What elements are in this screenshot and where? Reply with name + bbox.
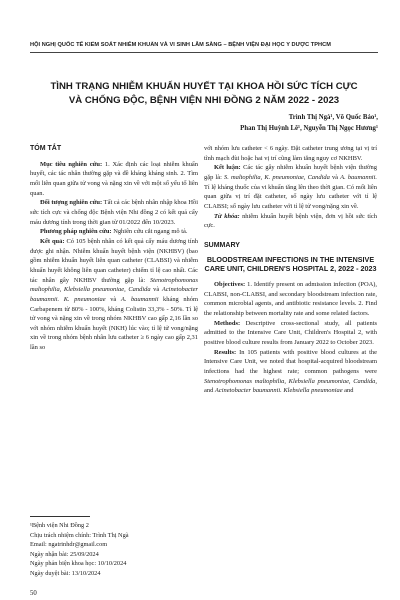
right-column	[204, 144, 377, 396]
footnote-received: Ngày nhận bài: 25/09/2024	[30, 550, 99, 558]
en-results-organisms: Stenotrophomonas maltophilia, Klebsiella pneumoniae, Candida,	[204, 377, 377, 385]
paragraph-en-objectives	[204, 280, 377, 319]
summary-heading: SUMMARY	[204, 241, 240, 249]
conclusion-label: Kết luận:	[214, 164, 241, 172]
authors	[78, 112, 378, 135]
en-results-text: In 105 patients with positive blood cultures at the Intensive Care Unit, we noted that hospital-acquired bloodstream infections had the highest rate; common pathogens were	[204, 348, 377, 375]
footnote-corresponding: Chịu trách nhiệm chính: Trình Thị Ngà	[30, 531, 129, 539]
title-line-2: VÀ CHỐNG ĐỘC, BỆNH VIỆN NHI ĐỒNG 2 NĂM 2022 - 2023	[68, 94, 340, 106]
results-organisms-3: A. baumannii	[120, 295, 159, 303]
methods-text: Nghiên cứu cắt ngang mô tả.	[111, 228, 188, 236]
section-heading-tomtat: TÓM TẮT	[30, 145, 62, 152]
footnote-rule	[30, 516, 90, 517]
results-text-3: và	[105, 295, 121, 303]
en-results-label: Results:	[214, 348, 237, 356]
en-results-text-2: and	[204, 387, 215, 395]
footnote-accepted: Ngày duyệt bài: 13/10/2024	[30, 569, 101, 577]
en-methods-text: Descriptive cross-sectional study, all patients admitted to the Intensive Care Unit, Children's Hospital 2, with positive blood culture results from January 2022 to October 2023.	[204, 319, 377, 346]
paragraph-results-continued: với nhóm lưu catheter < 6 ngày. Đặt catheter trung ương tại vị trí tĩnh mạch đùi hoặc hai vị trí cũng làm tăng nguy cơ NKHBV.	[204, 145, 377, 162]
results-text-1: Có 105 bệnh nhân có kết quả cấy máu dương tính được ghi nhận. Nhiễm khuẩn huyết bệnh viện (NKHBV) (bao gồm nhiễm khuẩn huyết liên quan catheter (CLABSI) và nhiễm khuẩn huyết không liên quan catheter) chiếm tỉ lệ cao nhất. Các tác nhân gây NKHBV thường gặp là:	[30, 237, 199, 284]
keywords-text: nhiễm khuẩn huyết bệnh viện, đơn vị hồi sức tích cực.	[204, 212, 377, 230]
footnotes	[30, 521, 198, 579]
paragraph-results	[30, 237, 198, 353]
results-organisms-2: Acinetobacter baumannii. K. pneumoniae	[30, 286, 198, 303]
english-title: BLOODSTREAM INFECTIONS IN THE INTENSIVE CARE UNIT, CHILDREN'S HOSPITAL 2, 2022 - 2023	[204, 254, 377, 274]
article-title	[30, 80, 378, 107]
subjects-label: Đối tượng nghiên cứu:	[40, 199, 103, 207]
footnote-email: Email: ngatrinhdr@gmail.com	[30, 541, 108, 549]
en-results-organisms-2: Acinetobacter baumannii. Klebsiella pneumoniae	[214, 387, 343, 395]
results-label: Kết quả:	[40, 237, 65, 245]
conclusion-organisms: S. maltophilia, K. pneumoniae, Candida	[224, 173, 330, 181]
title-line-1: TÌNH TRẠNG NHIỄM KHUẨN HUYẾT TẠI KHOA HỒI SỨC TÍCH CỰC	[50, 81, 358, 92]
objectives-text: 1. Xác định các loại nhiễm khuẩn huyết, các tác nhân thường gặp và đề kháng kháng sinh. 2. Tìm mối liên quan giữa tử vong và nặng xin về với một số yếu tố liên quan.	[30, 160, 199, 197]
paragraph-keywords	[204, 212, 377, 231]
paragraph-en-methods	[204, 319, 377, 348]
en-methods-label: Methods:	[214, 319, 241, 327]
authors-line-2: Phan Thị Huỳnh Lê¹, Nguyễn Thị Ngọc Hương¹	[240, 125, 378, 133]
left-column	[30, 144, 198, 353]
paragraph-conclusion	[204, 163, 377, 211]
paragraph-en-results	[204, 348, 377, 396]
authors-line-1: Trình Thị Ngà¹, Võ Quốc Bảo¹,	[288, 114, 378, 121]
conclusion-organisms-2: A. baumannii.	[340, 173, 377, 181]
en-objectives-label: Objectives:	[214, 280, 246, 288]
results-text-2: và	[150, 286, 162, 294]
running-header: HỘI NGHỊ QUỐC TẾ KIỂM SOÁT NHIỄM KHUẨN VÀ VI SINH LÂM SÀNG – BỆNH VIỆN ĐẠI HỌC Y DƯỢC TPHCM	[30, 42, 331, 48]
subjects-text: Tất cả các bệnh nhân nhập khoa Hồi sức tích cực và chống độc Bệnh viện Nhi đồng 2 có kết quả cấy máu dương tính trong thời gian từ 01/2022 đến 10/2023.	[30, 199, 198, 226]
results-organisms-1: Stenotrophomonas maltophilia, Klebsiella pneumoniae, Candida	[30, 276, 198, 294]
methods-label: Phương pháp nghiên cứu:	[40, 228, 112, 236]
conclusion-text-1: Các tác gây nhiễm khuẩn huyết bệnh viện thường gặp là:	[204, 164, 377, 181]
paragraph-objectives	[30, 160, 198, 199]
footnote-affiliation: ¹Bệnh viện Nhi Đồng 2	[30, 522, 89, 529]
header-rule	[30, 52, 378, 53]
conclusion-text-2: và	[329, 173, 341, 181]
footnote-reviewed: Ngày phản biện khoa học: 10/10/2024	[30, 560, 127, 568]
page-number: 50	[30, 590, 37, 597]
en-objectives-text: 1. Identify present on admission infection (POA), CLABSI, non-CLABSI, and secondary bloodstream infection rate, common microbial agents, and antibiotic resistance levels. 2. Find the relationship between mortality rate and some related factors.	[204, 280, 377, 317]
conclusion-text-3: Tỉ lệ kháng thuốc của vi khuẩn tăng lên theo thời gian. Có mối liên quan giữa vị trí đặt catheter, số ngày lưu catheter với tỉ lệ CLABSI; số ngày lưu catheter với tỉ lệ tử vong/nặng xin về.	[204, 183, 377, 210]
objectives-label: Mục tiêu nghiên cứu:	[40, 160, 103, 168]
en-results-text-3: and	[342, 387, 354, 395]
paragraph-subjects	[30, 198, 198, 227]
keywords-label: Từ khóa:	[214, 212, 240, 220]
results-text-4: kháng nhóm Carbapenem từ 80% - 100%, kháng Colistin 33,3% - 50%. Tỉ lệ tử vong và nặng xin về trong nhóm NKHBV cao gấp 2,16 lần so với nhóm nhiễm khuẩn huyết (NKH) lúc vào; tỉ lệ tử vong/nặng xin về trong nhóm bệnh nhân lưu catheter ≥ 6 ngày cao gấp 2,31 lần so	[30, 295, 198, 352]
paragraph-methods	[30, 227, 198, 237]
